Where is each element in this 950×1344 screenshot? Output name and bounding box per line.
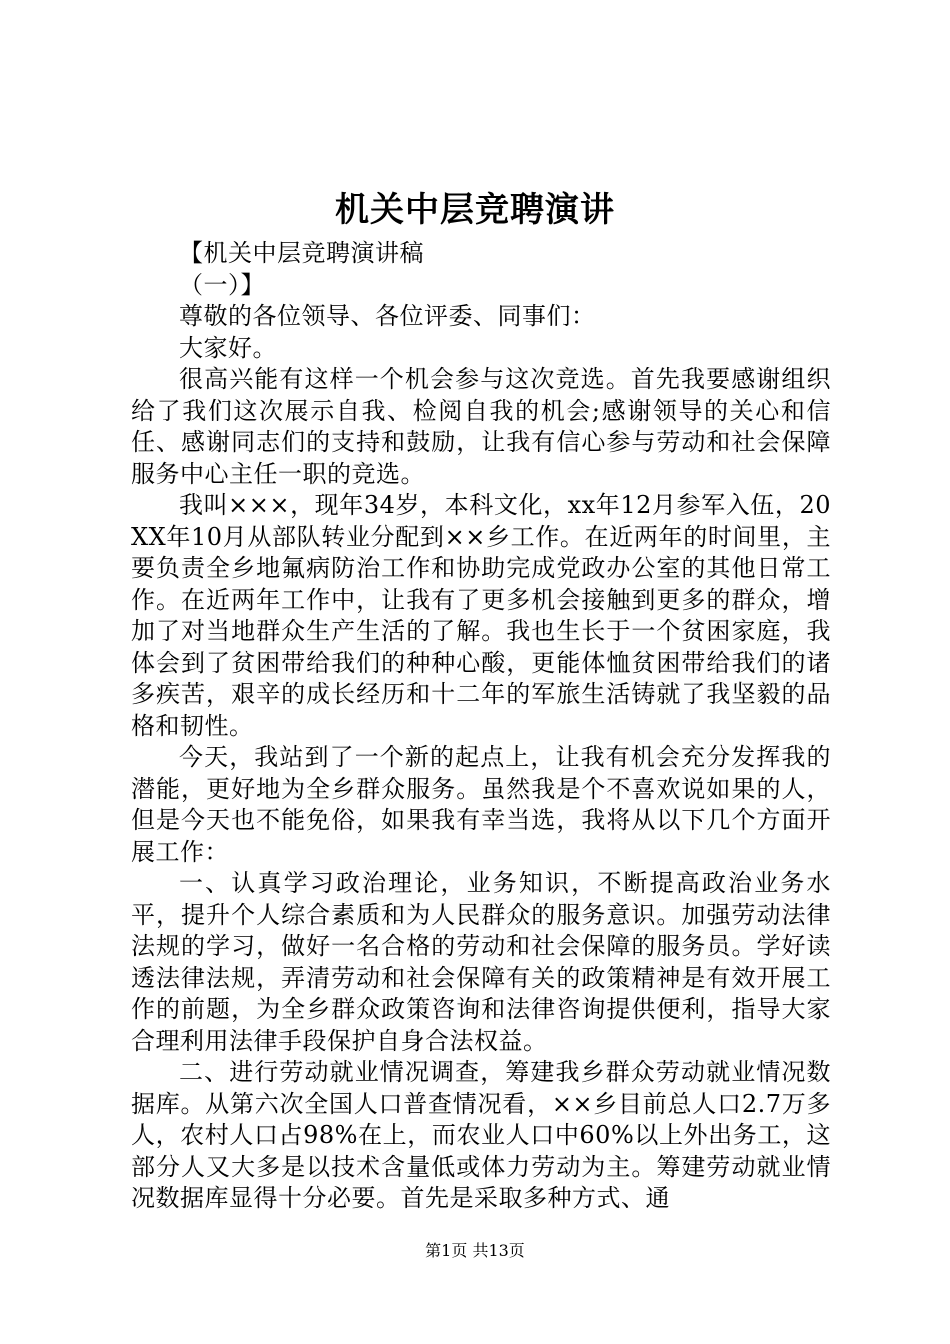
paragraph: （一）】 <box>179 270 265 299</box>
page-footer: 第1页 共13页 <box>425 1241 525 1260</box>
document-body <box>131 238 831 1215</box>
paragraph: 大家好。 <box>179 333 277 362</box>
paragraph: 今天，我站到了一个新的起点上，让我有机会充分发挥我的潜能，更好地为全乡群众服务。虽然我是个不喜欢说如果的人，但是今天也不能免俗，如果我有幸当选，我将从以下几个方面开展工作： <box>131 743 831 866</box>
paragraph: 我叫×××，现年34岁，本科文化，xx年12月参军入伍，20XX年10月从部队转业分配到××乡工作。在近两年的时间里，主要负责全乡地氟病防治工作和协助完成党政办公室的其他日常工作。在近两年工作中，让我有了更多机会接触到更多的群众，增加了对当地群众生产生活的了解。我也生长于一个贫困家庭，我体会到了贫困带给我们的种种心酸，更能体恤贫困带给我们的诸多疾苦，艰辛的成长经历和十二年的军旅生活铸就了我坚毅的品格和韧性。 <box>131 491 831 740</box>
paragraph: 【机关中层竞聘演讲稿 <box>179 239 424 267</box>
paragraph: 一、认真学习政治理论，业务知识，不断提高政治业务水平，提升个人综合素质和为人民群众的服务意识。加强劳动法律法规的学习，做好一名合格的劳动和社会保障的服务员。学好读透法律法规，弄清劳动和社会保障有关的政策精神是有效开展工作的前题，为全乡群众政策咨询和法律咨询提供便利，指导大家合理利用法律手段保护自身合法权益。 <box>131 869 831 1055</box>
paragraph: 尊敬的各位领导、各位评委、同事们： <box>179 302 596 330</box>
paragraph: 很高兴能有这样一个机会参与这次竞选。首先我要感谢组织给了我们这次展示自我、检阅自我的机会;感谢领导的关心和信任、感谢同志们的支持和鼓励，让我有信心参与劳动和社会保障服务中心主任一职的竞选。 <box>131 365 831 488</box>
paragraph: 二、进行劳动就业情况调查，筹建我乡群众劳动就业情况数据库。从第六次全国人口普查情况看，××乡目前总人口2.7万多人，农村人口占98%在上，而农业人口中60%以上外出务工，这部分人又大多是以技术含量低或体力劳动为主。筹建劳动就业情况数据库显得十分必要。首先是采取多种方式、通 <box>131 1058 831 1212</box>
page-title: 机关中层竞聘演讲 <box>335 190 615 230</box>
